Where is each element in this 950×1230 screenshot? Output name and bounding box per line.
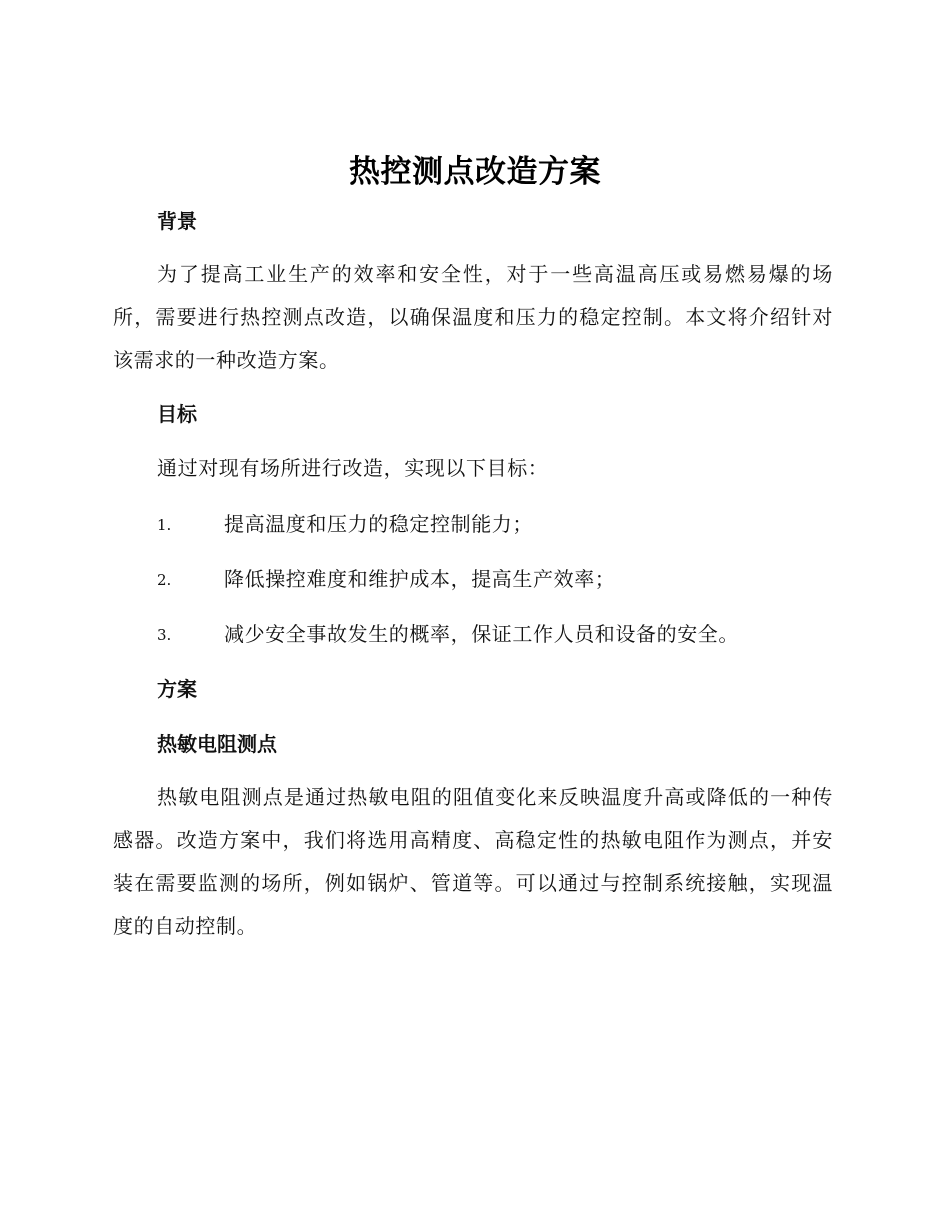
list-text: 提高温度和压力的稳定控制能力；: [224, 512, 533, 536]
goal-intro: 通过对现有场所进行改造，实现以下目标：: [157, 456, 549, 480]
heading-background: 背景: [157, 209, 197, 233]
heading-plan: 方案: [157, 677, 197, 701]
list-number: 3.: [157, 626, 172, 644]
list-text: 降低操控难度和维护成本，提高生产效率；: [224, 567, 616, 591]
document-title: 热控测点改造方案: [349, 154, 601, 190]
list-item: [157, 620, 837, 648]
list-number: 2.: [157, 571, 172, 589]
list-item: [157, 510, 837, 538]
subheading-thermistor: 热敏电阻测点: [157, 732, 277, 756]
list-text: 减少安全事故发生的概率，保证工作人员和设备的安全。: [224, 622, 739, 646]
heading-goal: 目标: [157, 402, 197, 426]
paragraph-thermistor: 热敏电阻测点是通过热敏电阻的阻值变化来反映温度升高或降低的一种传感器。改造方案中，我们将选用高精度、高稳定性的热敏电阻作为测点，并安装在需要监测的场所，例如锅炉、管道等。可以通过与控制系统接触，实现温度的自动控制。: [113, 785, 833, 938]
list-number: 1.: [157, 516, 172, 534]
list-item: [157, 565, 837, 593]
paragraph-background: 为了提高工业生产的效率和安全性，对于一些高温高压或易燃易爆的场所，需要进行热控测点改造，以确保温度和压力的稳定控制。本文将介绍针对该需求的一种改造方案。: [113, 262, 833, 372]
